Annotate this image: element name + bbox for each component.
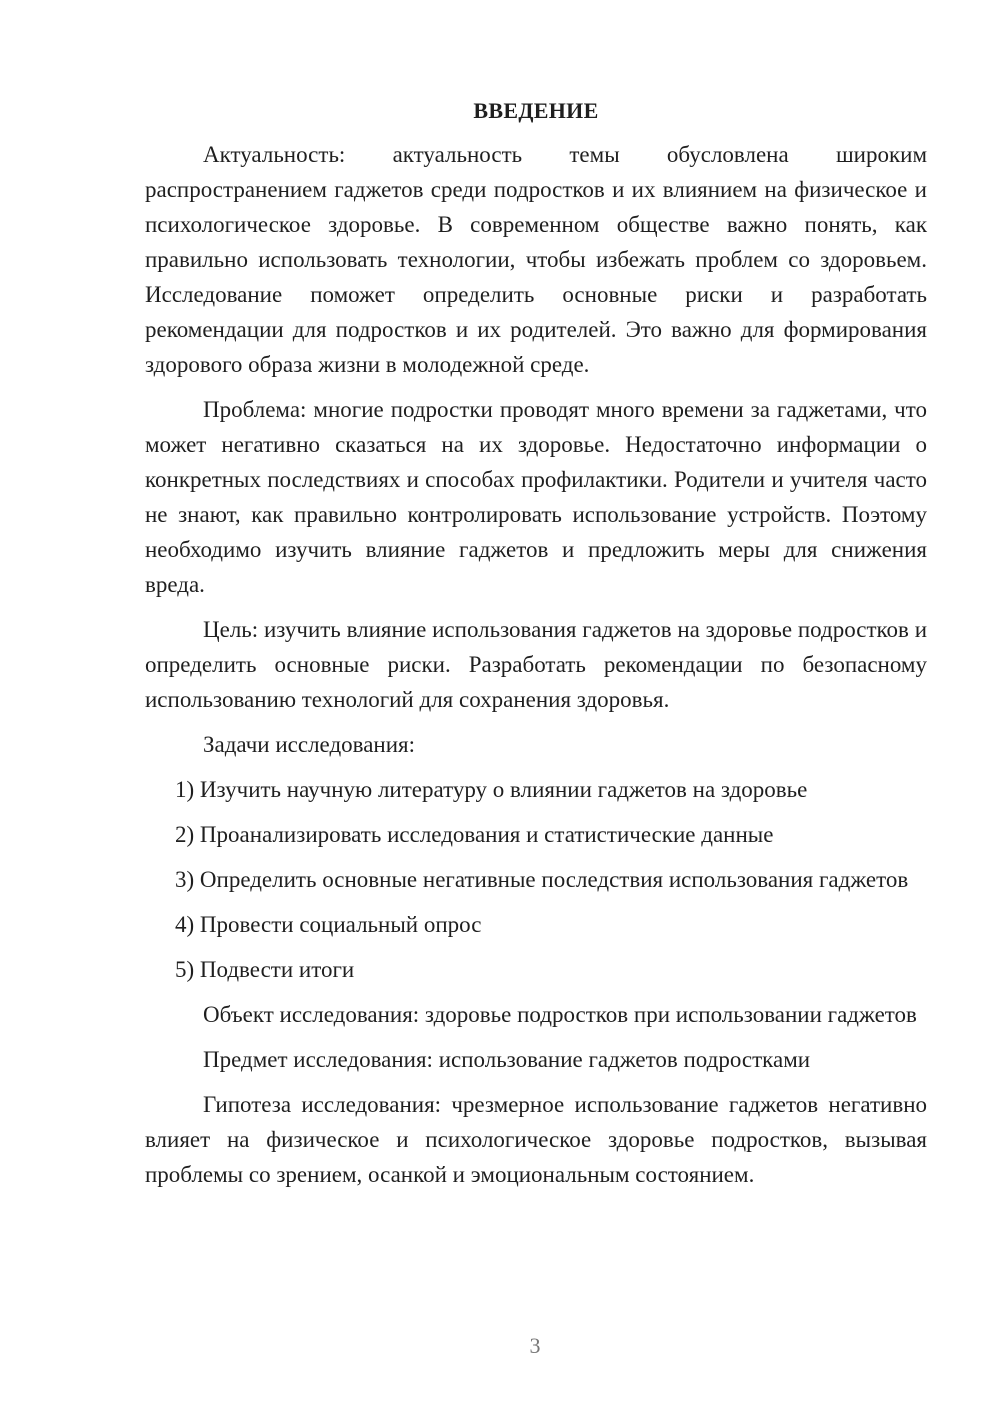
subject-paragraph: Предмет исследования: использование гаджетов подростками bbox=[203, 1047, 811, 1072]
task-item: 4) Провести социальный опрос bbox=[175, 912, 482, 937]
section-title: ВВЕДЕНИЕ bbox=[473, 98, 599, 123]
relevance-paragraph: Актуальность: актуальность темы обусловлена широким распространением гаджетов среди подростков и их влиянием на физическое и психологическое здоровье. В современном обществе важно понять, как правильно использовать технологии, чтобы избежать проблем со здоровьем. Исследование поможет определить основные риски и разработать рекомендации для подростков и их родителей. Это важно для формирования здорового образа жизни в молодежной среде. bbox=[145, 142, 927, 377]
hypothesis-paragraph: Гипотеза исследования: чрезмерное использование гаджетов негативно влияет на физическое и психологическое здоровье подростков, вызывая проблемы со зрением, осанкой и эмоциональным состоянием. bbox=[145, 1092, 927, 1187]
problem-paragraph: Проблема: многие подростки проводят много времени за гаджетами, что может негативно сказаться на их здоровье. Недостаточно информации о конкретных последствиях и способах профилактики. Родители и учителя часто не знают, как правильно контролировать использование устройств. Поэтому необходимо изучить влияние гаджетов и предложить меры для снижения вреда. bbox=[145, 397, 927, 597]
task-item: 1) Изучить научную литературу о влиянии гаджетов на здоровье bbox=[175, 777, 808, 802]
page-number: 3 bbox=[529, 1333, 541, 1358]
task-item: 5) Подвести итоги bbox=[175, 957, 355, 982]
goal-paragraph: Цель: изучить влияние использования гаджетов на здоровье подростков и определить основные риски. Разработать рекомендации по безопасному использованию технологий для сохранения здоровья. bbox=[145, 617, 927, 712]
task-item: 3) Определить основные негативные последствия использования гаджетов bbox=[175, 867, 909, 892]
object-paragraph: Объект исследования: здоровье подростков при использовании гаджетов bbox=[203, 1002, 917, 1027]
page-content bbox=[145, 96, 927, 1202]
task-item: 2) Проанализировать исследования и статистические данные bbox=[175, 822, 774, 847]
tasks-heading: Задачи исследования: bbox=[203, 732, 416, 757]
